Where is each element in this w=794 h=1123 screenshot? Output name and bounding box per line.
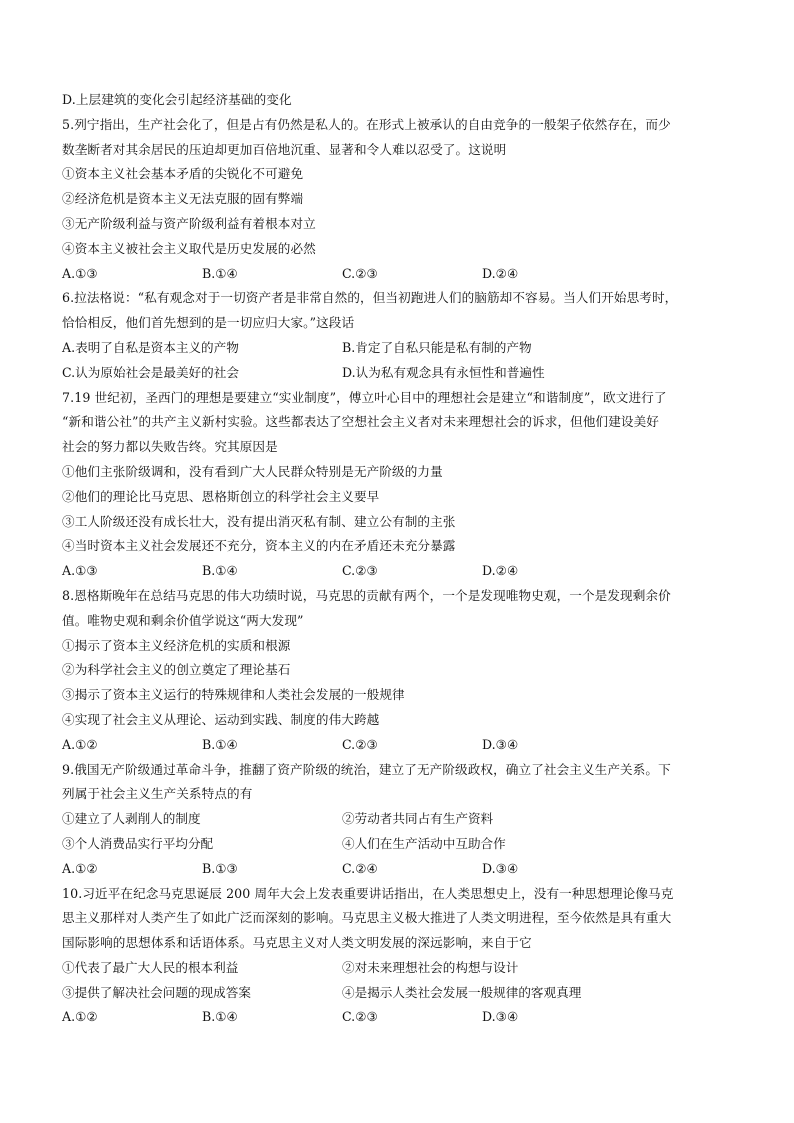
q6-stem-line: 6.拉法格说：“私有观念对于一切资产者是非常自然的，但当初跑进人们的脑筋却不容易。当人们开始思考时， [62,290,678,306]
option-d[interactable]: D.认为私有观念具有永恒性和普遍性 [342,364,545,380]
q5-item: ③无产阶级利益与资产阶级利益有着根本对立 [62,215,316,231]
option-c[interactable]: C.②③ [342,563,378,579]
q9-options [62,857,742,882]
q9-item: ①建立了人剥削人的制度 [62,811,201,827]
q10-stem-line: 国际影响的思想体系和话语体系。马克思主义对人类文明发展的深远影响，来自于它 [62,935,532,951]
option-d[interactable]: D.②④ [482,265,519,281]
option-d[interactable]: D.②④ [482,563,519,579]
question-6 [62,286,742,385]
q10-item: ④是揭示人类社会发展一般规律的客观真理 [342,984,582,1000]
q7-item: ①他们主张阶级调和，没有看到广大人民群众特别是无产阶级的力量 [62,463,443,479]
q10-item: ①代表了最广大人民的根本利益 [62,959,239,975]
option-d[interactable]: D.③④ [482,860,519,876]
option-b[interactable]: B.①③ [202,860,238,876]
exam-page [62,88,742,1030]
option-c[interactable]: C.②③ [342,265,378,281]
option-b[interactable]: B.①④ [202,736,238,752]
question-5 [62,113,742,287]
option-c[interactable]: C.②③ [342,1009,378,1025]
q10-options [62,1005,742,1030]
option-c[interactable]: C.②③ [342,736,378,752]
option-a[interactable]: A.①③ [62,265,98,281]
q7-item: ④当时资本主义社会发展还不充分，资本主义的内在矛盾还未充分暴露 [62,538,456,554]
option-a[interactable]: A.①② [62,1009,98,1025]
q6-options-row [62,336,742,361]
option-b[interactable]: B.①④ [202,1009,238,1025]
q5-stem-line: 5.列宁指出，生产社会化了，但是占有仍然是私人的。在形式上被承认的自由竞争的一般架子依然存在，而少 [62,116,671,132]
question-9 [62,758,742,882]
option-a[interactable]: A.①② [62,860,98,876]
q5-stem-line: 数垄断者对其余居民的压迫却更加百倍地沉重、显著和令人难以忍受了。这说明 [62,141,507,157]
option-a[interactable]: A.表明了自私是资本主义的产物 [62,339,239,355]
q10-stem-line: 10.习近平在纪念马克思诞辰 200 周年大会上发表重要讲话指出，在人类思想史上，没有一种思想理论像马克 [62,885,674,901]
q10-stem-line: 思主义那样对人类产生了如此广泛而深刻的影响。马克思主义极大推进了人类文明进程，至今依然是具有重大 [62,910,672,926]
q7-item: ③工人阶级还没有成长壮大，没有提出消灭私有制、建立公有制的主张 [62,513,456,529]
q5-item: ②经济危机是资本主义无法克服的固有弊端 [62,191,304,207]
q7-options [62,559,742,584]
question-8 [62,584,742,758]
q8-item: ③揭示了资本主义运行的特殊规律和人类社会发展的一般规律 [62,687,405,703]
q9-items-row [62,807,742,832]
q8-item: ②为科学社会主义的创立奠定了理论基石 [62,662,291,678]
q10-item: ②对未来理想社会的构想与设计 [342,959,519,975]
q10-items-row [62,981,742,1006]
option-c[interactable]: C.认为原始社会是最美好的社会 [62,364,239,380]
option-b[interactable]: B.肯定了自私只能是私有制的产物 [342,339,532,355]
q7-stem-line: 社会的努力都以失败告终。究其原因是 [62,439,278,455]
q9-item: ②劳动者共同占有生产资料 [342,811,494,827]
q8-item: ④实现了社会主义从理论、运动到实践、制度的伟大跨越 [62,711,380,727]
q8-options [62,733,742,758]
q6-stem-line: 恰恰相反，他们首先想到的是一切应归大家。”这段话 [62,315,355,331]
option-a[interactable]: A.①③ [62,563,98,579]
option-b[interactable]: B.①④ [202,563,238,579]
q9-stem-line: 列属于社会主义生产关系特点的有 [62,786,253,802]
option-c[interactable]: C.②④ [342,860,378,876]
q8-stem-line: 8.恩格斯晚年在总结马克思的伟大功绩时说，马克思的贡献有两个，一个是发现唯物史观，一个是发现剩余价 [62,587,671,603]
q10-item: ③提供了解决社会问题的现成答案 [62,984,251,1000]
q9-items-row [62,832,742,857]
prev-option-d: D.上层建筑的变化会引起经济基础的变化 [62,92,292,107]
q8-stem-line: 值。唯物史观和剩余价值学说这“两大发现” [62,612,304,628]
q9-stem-line: 9.俄国无产阶级通过革命斗争，推翻了资产阶级的统治，建立了无产阶级政权，确立了社会主义生产关系。下 [62,761,671,777]
q7-stem-line: “新和谐公社”的共产主义新村实验。这些都表达了空想社会主义者对未来理想社会的诉求，但他们建设美好 [62,414,659,430]
q10-items-row [62,956,742,981]
question-10 [62,882,742,1031]
q5-item: ①资本主义社会基本矛盾的尖锐化不可避免 [62,166,304,182]
q6-options-row [62,361,742,386]
option-b[interactable]: B.①④ [202,265,238,281]
q8-item: ①揭示了资本主义经济危机的实质和根源 [62,637,291,653]
q7-item: ②他们的理论比马克思、恩格斯创立的科学社会主义要早 [62,488,380,504]
option-d[interactable]: D.③④ [482,1009,519,1025]
q5-options [62,262,742,287]
q9-item: ③个人消费品实行平均分配 [62,835,214,851]
q5-item: ④资本主义被社会主义取代是历史发展的必然 [62,240,316,256]
option-a[interactable]: A.①② [62,736,98,752]
q7-stem-line: 7.19 世纪初，圣西门的理想是要建立“实业制度”，傅立叶心目中的理想社会是建立“和谐制度”，欧文进行了 [62,389,667,405]
option-d[interactable]: D.③④ [482,736,519,752]
question-7 [62,386,742,584]
q9-item: ④人们在生产活动中互助合作 [342,835,506,851]
